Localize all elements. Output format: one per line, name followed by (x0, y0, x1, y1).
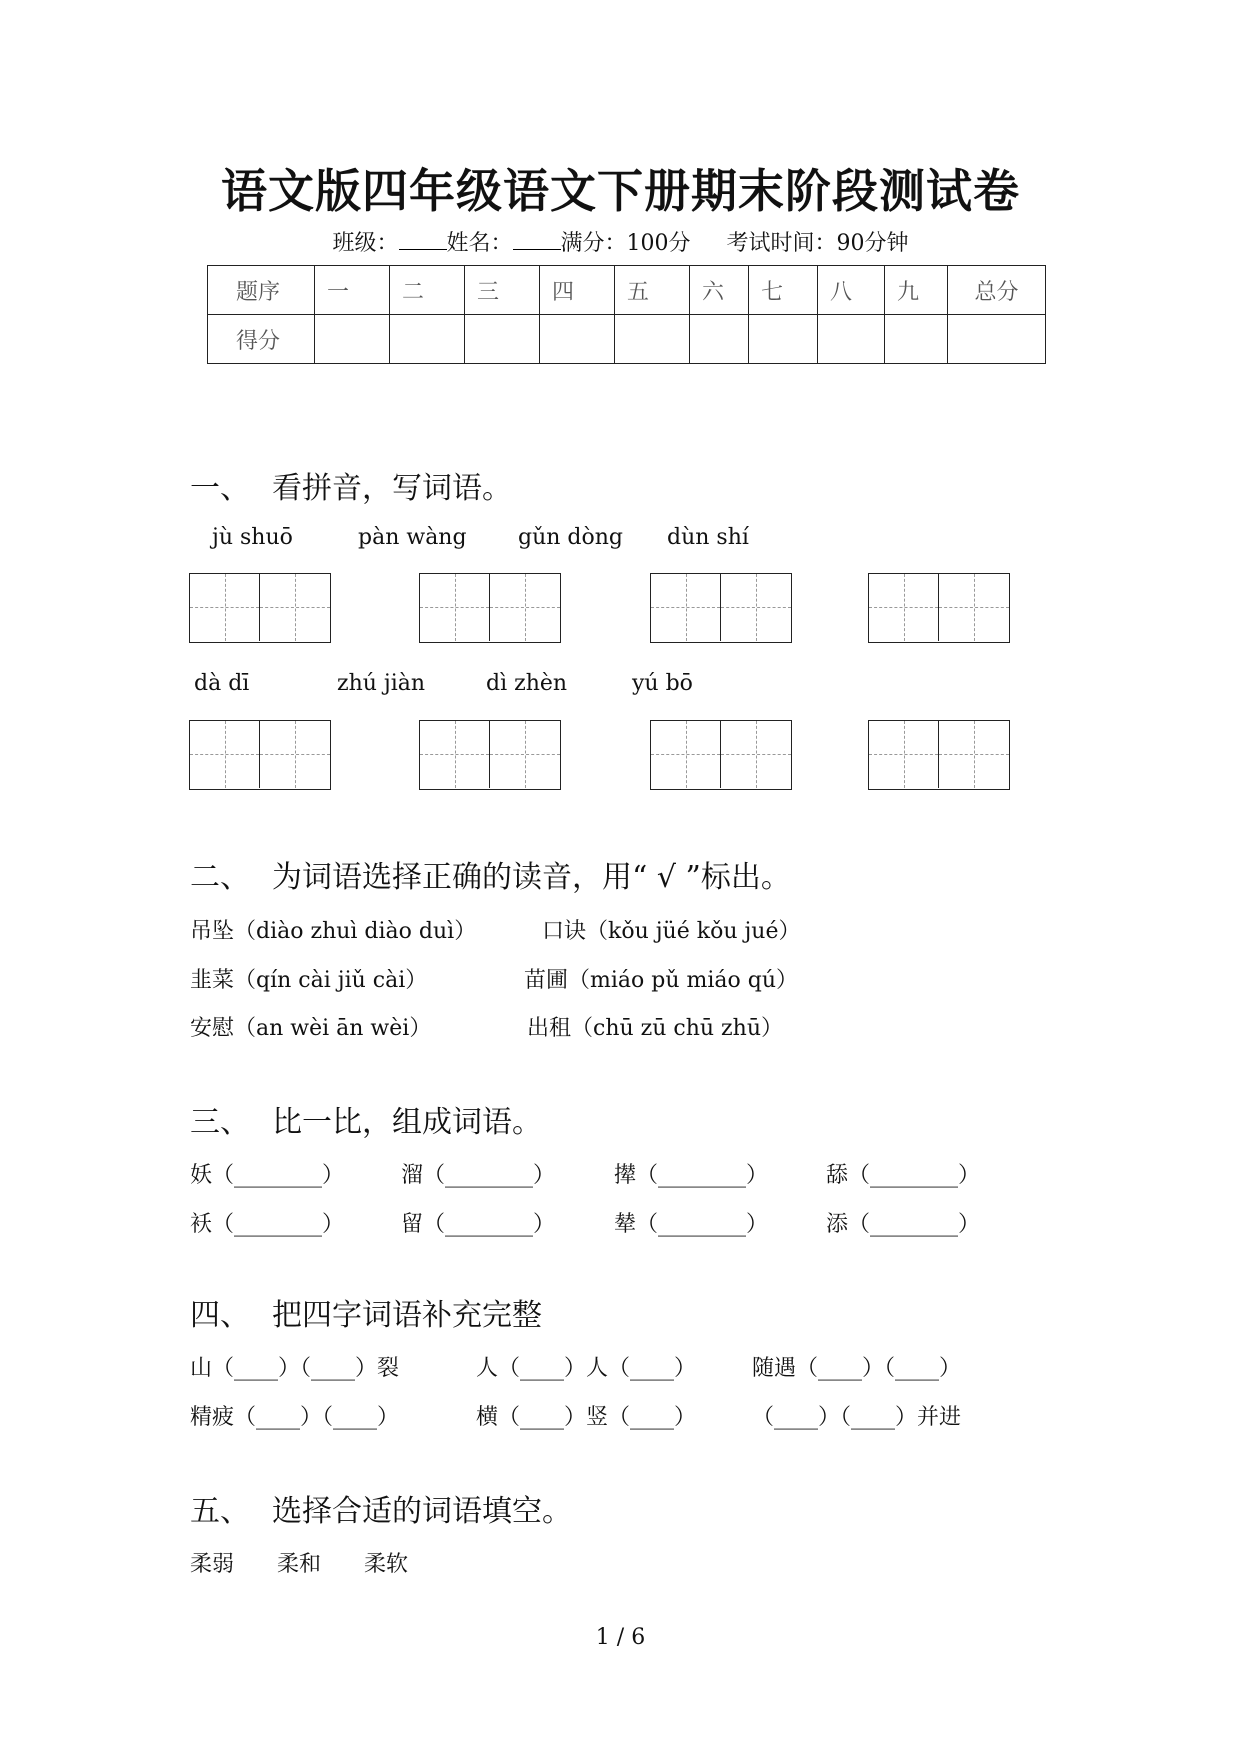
section-1-heading (190, 463, 512, 507)
section-title: 选择合适的词语填空。 (272, 1494, 572, 1529)
writing-grid[interactable] (189, 573, 331, 643)
word-pair-item[interactable]: 辇（________） (614, 1212, 769, 1237)
section-2-heading (190, 852, 791, 896)
idiom-item[interactable]: 横（____）竖（____） (476, 1405, 697, 1430)
header-cell: 四 (540, 266, 615, 315)
pinyin: gǔn dòng (518, 525, 623, 550)
writing-grid[interactable] (189, 720, 331, 790)
pronunciation-item[interactable]: 口诀（kǒu jüé kǒu jué） (542, 919, 801, 944)
word-pair-item[interactable]: 袄（________） (190, 1212, 345, 1237)
full-score: 满分：100分 (560, 231, 691, 256)
header-cell: 三 (465, 266, 540, 315)
section-number: 五、 (190, 1494, 250, 1529)
score-cell[interactable] (540, 315, 615, 364)
writing-grid[interactable] (419, 573, 561, 643)
section-3-heading (190, 1097, 542, 1141)
word-pair-item[interactable]: 撵（________） (614, 1163, 769, 1188)
page-number: 1 / 6 (595, 1625, 646, 1650)
score-table-header-row (208, 266, 1046, 315)
pinyin: dì zhèn (486, 671, 568, 696)
header-cell: 八 (818, 266, 885, 315)
class-label: 班级： (332, 231, 399, 256)
header-cell: 七 (749, 266, 818, 315)
name-label: 姓名： (446, 231, 513, 256)
header-cell: 总分 (948, 266, 1046, 315)
pinyin: pàn wàng (358, 525, 467, 550)
score-cell[interactable] (390, 315, 465, 364)
section-title: 为词语选择正确的读音，用“ √ ”标出。 (272, 860, 791, 895)
word-pair-item[interactable]: 舔（________） (826, 1163, 981, 1188)
section-title: 看拼音，写词语。 (272, 471, 512, 506)
header-cell: 六 (690, 266, 749, 315)
writing-grid[interactable] (650, 573, 792, 643)
section-number: 二、 (190, 860, 250, 895)
section-4-heading (190, 1290, 542, 1334)
idiom-item[interactable]: 随遇（____）（____） (752, 1356, 962, 1381)
header-cell: 五 (615, 266, 690, 315)
score-cell[interactable] (465, 315, 540, 364)
pronunciation-item[interactable]: 出租（chū zū chū zhū） (527, 1016, 783, 1041)
exam-time: 考试时间：90分钟 (726, 231, 909, 256)
score-table-score-row (208, 315, 1046, 364)
pronunciation-item[interactable]: 吊坠（diào zhuì diào duì） (190, 919, 477, 944)
pinyin: dùn shí (667, 525, 749, 550)
page-title: 语文版四年级语文下册期末阶段测试卷 (221, 164, 1020, 218)
pronunciation-item[interactable]: 安慰（an wèi ān wèi） (190, 1016, 432, 1041)
score-cell[interactable] (315, 315, 390, 364)
name-blank[interactable] (513, 231, 561, 250)
score-cell[interactable] (948, 315, 1046, 364)
word-option: 柔和 (277, 1552, 322, 1577)
writing-grid[interactable] (419, 720, 561, 790)
writing-grid[interactable] (868, 573, 1010, 643)
score-cell[interactable] (885, 315, 948, 364)
word-pair-item[interactable]: 妖（________） (190, 1163, 345, 1188)
writing-grid[interactable] (868, 720, 1010, 790)
idiom-item[interactable]: 人（____）人（____） (476, 1356, 697, 1381)
section-number: 三、 (190, 1105, 250, 1140)
score-cell[interactable] (690, 315, 749, 364)
idiom-item[interactable]: 精疲（____）（____） (190, 1405, 400, 1430)
word-option: 柔弱 (190, 1552, 235, 1577)
section-5-heading (190, 1486, 572, 1530)
header-cell: 题序 (208, 266, 315, 315)
idiom-item[interactable]: （____）（____）并进 (752, 1405, 962, 1430)
exam-info (0, 226, 1241, 257)
section-title: 比一比，组成词语。 (272, 1105, 542, 1140)
score-cell[interactable] (818, 315, 885, 364)
word-pair-item[interactable]: 溜（________） (401, 1163, 556, 1188)
section-number: 四、 (190, 1298, 250, 1333)
score-cell[interactable] (749, 315, 818, 364)
score-cell[interactable] (615, 315, 690, 364)
pinyin: yú bō (632, 671, 693, 696)
section-number: 一、 (190, 471, 250, 506)
header-cell: 二 (390, 266, 465, 315)
pinyin: dà dī (194, 671, 250, 696)
class-blank[interactable] (399, 231, 447, 250)
word-option: 柔软 (364, 1552, 409, 1577)
idiom-item[interactable]: 山（____）（____）裂 (190, 1356, 400, 1381)
section-title: 把四字词语补充完整 (272, 1298, 542, 1333)
row-label: 得分 (208, 315, 315, 364)
pinyin: zhú jiàn (337, 671, 426, 696)
word-pair-item[interactable]: 添（________） (826, 1212, 981, 1237)
header-cell: 九 (885, 266, 948, 315)
pinyin: jù shuō (212, 525, 293, 550)
score-table (207, 265, 1046, 364)
header-cell: 一 (315, 266, 390, 315)
pronunciation-item[interactable]: 苗圃（miáo pǔ miáo qú） (524, 968, 799, 993)
pronunciation-item[interactable]: 韭菜（qín cài jiǔ cài） (190, 968, 428, 993)
word-pair-item[interactable]: 留（________） (401, 1212, 556, 1237)
writing-grid[interactable] (650, 720, 792, 790)
